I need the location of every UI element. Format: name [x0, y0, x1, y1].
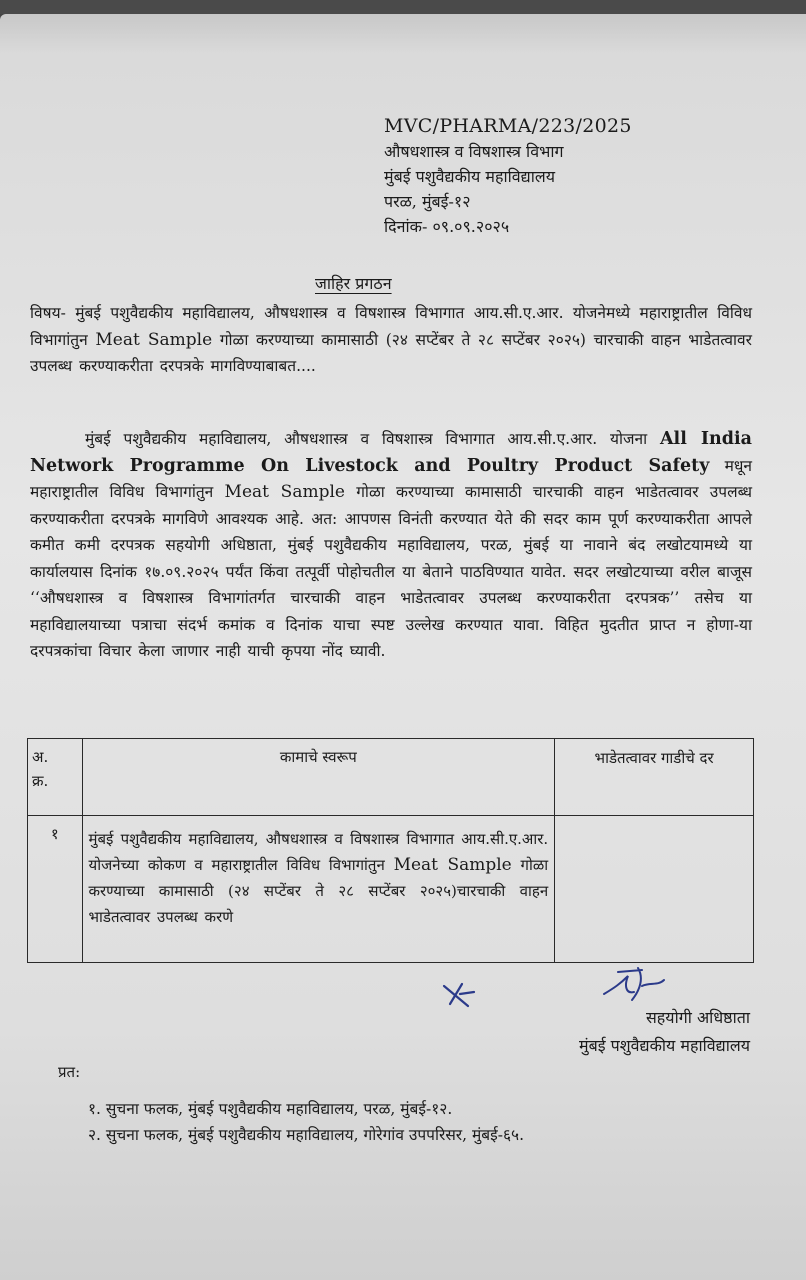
- table-row: [28, 816, 754, 963]
- letter-date: दिनांक- ०९.०९.२०२५: [384, 217, 510, 236]
- col-rate-header: भाडेतत्वावर गाडीचे दर: [555, 739, 754, 816]
- row-work-description: मुंबई पशुवैद्यकीय महाविद्यालय, औषधशास्त्र व विषशास्त्र विभागात आय.सी.ए.आर. योजनेच्या कोकण व महाराष्ट्रातील विविध विभागांतुन Meat Sample गोळा करण्याच्या कामासाठी (२४ सप्टेंबर ते २८ सप्टेंबर २०२५)चारचाकी वाहन भाडेतत्वावर उपलब्ध करणे: [82, 816, 555, 963]
- col-serial-header: अ. क्र.: [28, 739, 83, 816]
- college-name: मुंबई पशुवैद्यकीय महाविद्यालय: [384, 167, 555, 186]
- list-item: २. सुचना फलक, मुंबई पशुवैद्यकीय महाविद्यालय, गोरेगांव उपपरिसर, मुंबई-६५.: [88, 1126, 525, 1144]
- copies-list: [88, 1096, 788, 1148]
- table-header-row: [28, 739, 754, 816]
- body-text-3: गोळा करण्याच्या कामासाठी चारचाकी वाहन भाडेतत्वावर उपलब्ध करण्याकरीता दरपत्रके मागविणे आवश्यक आहे. अत: आपणस विनंती करण्यात येते की सदर काम पूर्ण करण्याकरीता आपले कमीत कमी दरपत्रक सहयोगी अधिष्ठाता, मुंबई पशुवैद्यकीय महाविद्यालय, परळ, मुंबई या नावाने बंद लखोटयामध्ये या कार्यालयास दिनांक १७.०९.२०२५ पर्यंत किंवा तत्पूर्वी पोहोचतील या बेताने पाठविण्यात यावेत. सदर लखोटयाच्या वरील बाजूस ‘‘औषधशास्त्र व विषशास्त्र विभागांतर्गत चारचाकी वाहन भाडेतत्वावर उपलब्ध करण्याकरीता दरपत्रक’’ तसेच या महाविद्यालयाच्या पत्राचा संदर्भ कमांक व दिनांक याचा स्पष्ट उल्लेख करण्यात यावा. विहित मुदतीत प्राप्त न होणा-या दरपत्रकांचा विचार केला जाणार नाही याची कृपया नोंद घ्यावी.: [30, 483, 752, 660]
- body-text-1: मुंबई पशुवैद्यकीय महाविद्यालय, औषधशास्त्र व विषशास्त्र विभागात आय.सी.ए.आर. योजना: [85, 430, 660, 448]
- copies-label: प्रत:: [58, 1063, 81, 1081]
- reference-number: MVC/PHARMA/223/2025: [384, 115, 632, 137]
- notice-heading: जाहिर प्रगठन: [315, 274, 392, 293]
- col-work-header: कामाचे स्वरूप: [82, 739, 555, 816]
- body-text-2: मधून महाराष्ट्रातील विविध विभागांतुन: [30, 456, 752, 501]
- list-item: १. सुचना फलक, मुंबई पशुवैद्यकीय महाविद्यालय, परळ, मुंबई-१२.: [88, 1100, 453, 1118]
- row-serial: १: [28, 816, 83, 963]
- programme-name: All India Network Programme On Livestock and Poultry Product Safety: [30, 429, 752, 476]
- row-rate-cell: [555, 816, 754, 963]
- row-meat-sample: Meat Sample: [393, 855, 512, 875]
- body-meat-sample: Meat Sample: [224, 482, 345, 502]
- initial-mark-icon: [440, 980, 476, 1010]
- letter-header: [384, 114, 744, 239]
- college-address: परळ, मुंबई-१२: [384, 192, 471, 211]
- department-name: औषधशास्त्र व विषशास्त्र विभाग: [384, 142, 564, 161]
- signatory-title: सहयोगी अधिष्ठाता: [645, 1008, 750, 1027]
- subject-paragraph: [30, 300, 752, 380]
- rates-table: [27, 738, 754, 963]
- body-paragraph: [30, 426, 752, 665]
- document-page: [0, 14, 806, 1280]
- signatory-block: [480, 1004, 750, 1060]
- signature-icon: [598, 964, 670, 1006]
- signatory-college: मुंबई पशुवैद्यकीय महाविद्यालय: [579, 1036, 750, 1055]
- subject-text-2: गोळा करण्याच्या कामासाठी (२४ सप्टेंबर ते २८ सप्टेंबर २०२५) चारचाकी वाहन भाडेतत्वावर उपलब्ध करण्याकरीता दरपत्रके मागविण्याबाबत....: [30, 330, 752, 375]
- subject-meat-sample: Meat Sample: [95, 329, 213, 350]
- subject-text-1: विषय- मुंबई पशुवैद्यकीय महाविद्यालय, औषधशास्त्र व विषशास्त्र विभागात आय.सी.ए.आर. योजनेमध्ये महाराष्ट्रातील विविध विभागांतुन: [30, 304, 752, 349]
